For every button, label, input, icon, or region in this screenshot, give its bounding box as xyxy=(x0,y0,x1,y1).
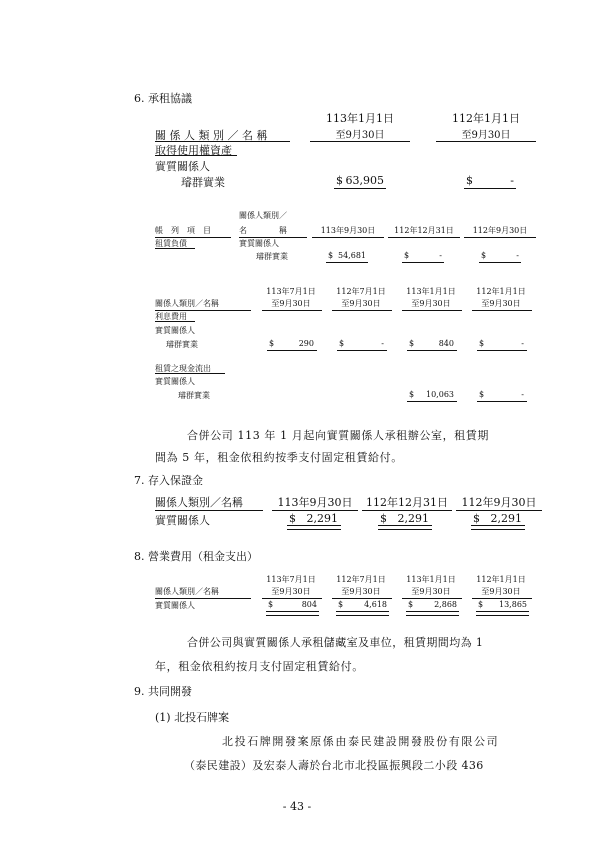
interest-v4-currency: $ xyxy=(479,339,485,348)
rent-v2-value: 4,618 xyxy=(364,600,387,609)
lease-c3-value: - xyxy=(516,251,519,260)
interest-col3-header-rule xyxy=(402,310,462,311)
lease-account-header: 帳 列 項 目 xyxy=(155,226,211,235)
rou-section-label: 取得使用權資產 xyxy=(155,144,232,157)
rent-label-header: 關係人類別／名稱 xyxy=(155,587,219,596)
rou-v1-value: 63,905 xyxy=(345,174,384,187)
rent-col1-header-line1: 113年7月1日 xyxy=(266,575,316,584)
lease-row-label-underline xyxy=(155,248,195,249)
rent-v1-currency: $ xyxy=(268,600,274,609)
rent-v2-currency: $ xyxy=(338,600,344,609)
deposit-v2-value: 2,291 xyxy=(397,512,429,525)
rent-col3-header-rule xyxy=(402,598,462,599)
interest-v1-rule xyxy=(267,350,317,351)
cashflow-item-label: 璿群實業 xyxy=(178,391,210,400)
rou-v1-currency: $ xyxy=(336,174,343,187)
rent-v3-double-rule xyxy=(406,611,459,616)
rou-item-label: 璿群實業 xyxy=(181,176,225,189)
lease-col3-header-rule xyxy=(464,237,536,238)
rou-col1-header-line2: 至9月30日 xyxy=(335,130,385,141)
lease-row-label: 租賃負債 xyxy=(155,239,187,248)
rou-v2-value: - xyxy=(510,174,514,187)
lease-c3-currency: $ xyxy=(481,251,487,260)
section-6-heading: 6. 承租協議 xyxy=(134,92,192,105)
cashflow-v3-currency: $ xyxy=(409,390,415,399)
rent-col2-header-line1: 112年7月1日 xyxy=(336,575,386,584)
deposit-col2-header-rule xyxy=(362,510,452,511)
cashflow-v4-value: - xyxy=(521,390,524,399)
deposit-col1-header-rule xyxy=(272,510,358,511)
deposit-v3-value: 2,291 xyxy=(490,512,522,525)
interest-v2-value: - xyxy=(381,339,384,348)
lease-row-party-name: 璿群實業 xyxy=(256,252,288,261)
deposit-label-header: 關係人類別／名稱 xyxy=(155,496,243,509)
interest-col3-header-line1: 113年1月1日 xyxy=(406,287,456,296)
deposit-v3-double-rule xyxy=(471,525,525,530)
rent-v3-value: 2,868 xyxy=(434,600,457,609)
lease-c1-rule xyxy=(326,262,368,263)
interest-col2-header-line2: 至9月30日 xyxy=(341,299,381,308)
rou-label-header: 關 係 人 類 別 ／ 名 稱 xyxy=(155,129,268,142)
lease-c3-rule xyxy=(479,262,521,263)
cashflow-v4-rule xyxy=(477,401,527,402)
interest-col3-header-line2: 至9月30日 xyxy=(411,299,451,308)
interest-v1-value: 290 xyxy=(298,339,314,348)
deposit-v1-currency: $ xyxy=(289,512,296,525)
section-8-heading: 8. 營業費用（租金支出） xyxy=(134,550,258,563)
rou-col1-header-rule xyxy=(310,141,410,142)
interest-col1-header-line2: 至9月30日 xyxy=(271,299,311,308)
interest-item1-label: 璿群實業 xyxy=(166,340,198,349)
deposit-col2-header: 112年12月31日 xyxy=(366,496,448,509)
rou-section-underline xyxy=(155,155,237,156)
lease-c1-value: 54,681 xyxy=(338,251,366,260)
rent-col4-header-line1: 112年1月1日 xyxy=(476,575,526,584)
section-8-note-line2: 年，租金依租約按月支付固定租賃給付。 xyxy=(155,660,364,673)
interest-v3-currency: $ xyxy=(409,339,415,348)
interest-col2-header-line1: 112年7月1日 xyxy=(336,287,386,296)
cashflow-section-underline xyxy=(155,373,225,374)
lease-col2-header: 112年12月31日 xyxy=(394,226,454,235)
section-8-note-line1: 合併公司與實質關係人承租儲藏室及車位，租賃期間均為 1 xyxy=(187,636,484,649)
deposit-v1-double-rule xyxy=(287,525,341,530)
interest-v2-currency: $ xyxy=(339,339,345,348)
rou-col1-header-line1: 113年1月1日 xyxy=(326,112,394,125)
interest-v3-value: 840 xyxy=(438,339,454,348)
rent-col2-header-rule xyxy=(332,598,392,599)
rent-col1-header-rule xyxy=(262,598,322,599)
cashflow-v3-rule xyxy=(407,401,457,402)
deposit-col3-header: 112年9月30日 xyxy=(461,496,537,509)
rou-group-label: 實質關係人 xyxy=(155,160,210,173)
interest-section1-underline xyxy=(155,321,195,322)
rou-v2-currency: $ xyxy=(466,174,473,187)
rent-v4-value: 13,865 xyxy=(499,600,527,609)
section-9-heading: 9. 共同開發 xyxy=(134,685,192,698)
rent-col3-header-line2: 至9月30日 xyxy=(411,587,451,596)
deposit-col3-header-rule xyxy=(456,510,542,511)
interest-col4-header-line2: 至9月30日 xyxy=(481,299,521,308)
rou-col2-header-line2: 至9月30日 xyxy=(461,130,511,141)
interest-label-header: 關係人類別／名稱 xyxy=(155,299,219,308)
rent-col4-header-line2: 至9月30日 xyxy=(481,587,521,596)
rent-v4-currency: $ xyxy=(478,600,484,609)
rent-v2-double-rule xyxy=(336,611,389,616)
rou-col2-header-line1: 112年1月1日 xyxy=(452,112,520,125)
rent-v3-currency: $ xyxy=(408,600,414,609)
section-6-note-line1: 合併公司 113 年 1 月起向實質關係人承租辦公室，租賃期 xyxy=(187,429,489,442)
rou-v1-rule xyxy=(334,188,386,189)
interest-v2-rule xyxy=(337,350,387,351)
lease-col1-header: 113年9月30日 xyxy=(320,226,376,235)
deposit-v3-currency: $ xyxy=(473,512,480,525)
interest-group1-label: 實質關係人 xyxy=(155,326,195,335)
lease-c1-currency: $ xyxy=(328,251,334,260)
rent-col2-header-line2: 至9月30日 xyxy=(341,587,381,596)
section-7-heading: 7. 存入保證金 xyxy=(134,474,203,487)
lease-col3-header: 112年9月30日 xyxy=(472,226,528,235)
rent-col3-header-line1: 113年1月1日 xyxy=(406,575,456,584)
interest-col4-header-line1: 112年1月1日 xyxy=(476,287,526,296)
rent-label-header-rule xyxy=(155,598,251,599)
page-number: - 43 - xyxy=(282,800,312,813)
lease-party-header-line2: 名 稱 xyxy=(239,226,287,235)
section-9-line1: 北投石牌開發案原係由泰民建設開發股份有限公司 xyxy=(222,735,500,748)
deposit-col1-header: 113年9月30日 xyxy=(277,496,353,509)
rent-row-label: 實質關係人 xyxy=(155,601,195,610)
interest-v4-value: - xyxy=(521,339,524,348)
interest-v1-currency: $ xyxy=(269,339,275,348)
interest-col2-header-rule xyxy=(332,310,392,311)
interest-v3-rule xyxy=(407,350,457,351)
rou-v2-rule xyxy=(464,188,516,189)
rou-col2-header-rule xyxy=(436,141,536,142)
rent-col1-header-line2: 至9月30日 xyxy=(271,587,311,596)
rent-v1-value: 804 xyxy=(301,600,317,609)
deposit-v2-double-rule xyxy=(378,525,432,530)
section-6-note-line2: 間為 5 年，租金依租約按季支付固定租賃給付。 xyxy=(155,451,403,464)
deposit-row-label: 實質關係人 xyxy=(155,514,210,527)
rent-v4-double-rule xyxy=(476,611,529,616)
cashflow-group-label: 實質關係人 xyxy=(155,377,195,386)
interest-section1-label: 利息費用 xyxy=(155,312,187,321)
lease-col2-header-rule xyxy=(388,237,460,238)
cashflow-v3-value: 10,063 xyxy=(426,390,454,399)
section-9-line2: （泰民建設）及宏泰人壽於台北市北投區振興段二小段 436 xyxy=(184,759,484,772)
lease-col1-header-rule xyxy=(312,237,384,238)
deposit-label-header-rule xyxy=(155,510,263,511)
interest-col4-header-rule xyxy=(472,310,532,311)
lease-c2-currency: $ xyxy=(404,251,410,260)
lease-party-header-line1: 關係人類別／ xyxy=(239,211,287,220)
deposit-v2-currency: $ xyxy=(380,512,387,525)
interest-col1-header-line1: 113年7月1日 xyxy=(266,287,316,296)
interest-col1-header-rule xyxy=(262,310,322,311)
section-9-subheading: (1) 北投石牌案 xyxy=(155,711,230,724)
lease-c2-value: - xyxy=(439,251,442,260)
lease-c2-rule xyxy=(402,262,444,263)
rent-v1-double-rule xyxy=(266,611,319,616)
lease-row-party-group: 實質關係人 xyxy=(239,239,279,248)
cashflow-section-label: 租賃之現金流出 xyxy=(155,364,211,373)
cashflow-v4-currency: $ xyxy=(479,390,485,399)
interest-v4-rule xyxy=(477,350,527,351)
rent-col4-header-rule xyxy=(472,598,532,599)
deposit-v1-value: 2,291 xyxy=(306,512,338,525)
